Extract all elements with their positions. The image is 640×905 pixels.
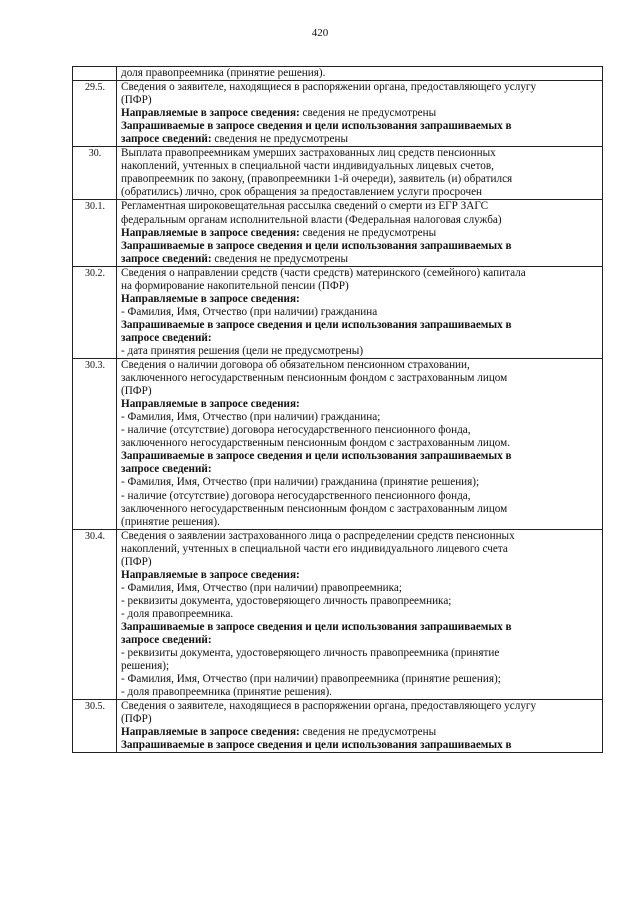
row-description <box>117 200 603 266</box>
table-row <box>73 67 603 81</box>
text-line: - Фамилия, Имя, Отчество (при наличии) правопреемника; <box>121 581 402 594</box>
text-line: - доля правопреемника (принятие решения). <box>121 686 332 699</box>
text-line: (ПФР) <box>121 555 152 568</box>
text-line: заключенного негосударственным пенсионным фондом с застрахованным лицом <box>121 372 508 385</box>
text-line: правопреемник по закону, (правопреемники 1-й очереди), заявитель (и) обратился <box>121 173 513 186</box>
text-line: (обратились) лично, срок обращения за предоставлением услуги просрочен <box>121 186 483 199</box>
bold-label: Направляемые в запросе сведения: <box>121 726 300 739</box>
line-text: сведения не предусмотрены <box>211 252 348 265</box>
text-line <box>121 227 599 240</box>
text-line: - Фамилия, Имя, Отчество (при наличии) гражданина; <box>121 411 381 424</box>
text-line: Сведения о заявителе, находящиеся в распоряжении органа, предоставляющего услугу <box>121 81 537 94</box>
text-line: запросе сведений: <box>121 331 212 344</box>
bold-label: запросе сведений: <box>121 133 212 146</box>
text-line: - наличие (отсутствие) договора негосударственного пенсионного фонда, <box>121 424 471 437</box>
table-row <box>73 147 603 200</box>
bold-label: Направляемые в запросе сведения: <box>121 107 300 120</box>
text-line: Направляемые в запросе сведения: <box>121 292 300 305</box>
line-text: сведения не предусмотрены <box>299 226 437 239</box>
table-row <box>73 81 603 147</box>
page-number: 420 <box>311 27 329 39</box>
text-line: федеральным органам исполнительной власти (Федеральная налоговая служба) <box>121 213 502 226</box>
text-line: Запрашиваемые в запросе сведения и цели использования запрашиваемых в <box>121 239 512 252</box>
text-line <box>121 107 599 120</box>
table-row <box>73 266 603 358</box>
text-line: заключенного негосударственным пенсионным фондом с застрахованным лицом. <box>121 437 511 450</box>
text-line: Выплата правопреемникам умерших застрахованных лиц средств пенсионных <box>121 147 496 160</box>
text-line: - Фамилия, Имя, Отчество (при наличии) гражданина <box>121 305 378 318</box>
text-line <box>121 253 599 266</box>
services-table <box>72 66 603 753</box>
text-line: заключенного негосударственным пенсионным фондом с застрахованным лицом <box>121 502 508 515</box>
text-line: Запрашиваемые в запросе сведения и цели использования запрашиваемых в <box>121 450 512 463</box>
text-line: Запрашиваемые в запросе сведения и цели использования запрашиваемых в <box>121 318 512 331</box>
text-line: Сведения о заявителе, находящиеся в распоряжении органа, предоставляющего услугу <box>121 700 537 713</box>
row-description <box>117 81 603 147</box>
text-line: решения); <box>121 660 170 673</box>
bold-label: Направляемые в запросе сведения: <box>121 226 300 239</box>
text-line: накоплений, учтенных в специальной части индивидуальных лицевых счетов, <box>121 160 494 173</box>
text-line: Регламентная широковещательная рассылка сведений о смерти из ЕГР ЗАГС <box>121 200 489 213</box>
row-number: 29.5. <box>73 81 117 147</box>
row-number: 30. <box>73 147 117 200</box>
text-line: (ПФР) <box>121 94 152 107</box>
text-line: запросе сведений: <box>121 463 212 476</box>
row-description <box>117 700 603 753</box>
table-row <box>73 529 603 700</box>
text-line: (ПФР) <box>121 385 152 398</box>
text-line: - Фамилия, Имя, Отчество (при наличии) правопреемника (принятие решения); <box>121 673 501 686</box>
bold-label: запросе сведений: <box>121 252 212 265</box>
text-line: - реквизиты документа, удостоверяющего личность правопреемника (принятие <box>121 647 500 660</box>
text-line: - дата принятия решения (цели не предусмотрены) <box>121 344 364 357</box>
row-description <box>117 359 603 530</box>
text-line: - Фамилия, Имя, Отчество (при наличии) гражданина (принятие решения); <box>121 476 480 489</box>
row-description <box>117 147 603 200</box>
line-text: сведения не предусмотрены <box>299 107 437 120</box>
row-number: 30.1. <box>73 200 117 266</box>
text-line: (принятие решения). <box>121 515 220 528</box>
row-number: 30.3. <box>73 359 117 530</box>
row-number <box>73 67 117 81</box>
table-row <box>73 359 603 530</box>
text-line: Сведения о направлении средств (части средств) материнского (семейного) капитала <box>121 266 526 279</box>
row-number: 30.4. <box>73 529 117 700</box>
text-line: запросе сведений: <box>121 634 212 647</box>
text-line: - доля правопреемника. <box>121 607 234 620</box>
row-number: 30.5. <box>73 700 117 753</box>
text-line: накоплений, учтенных в специальной части его индивидуального лицевого счета <box>121 542 508 555</box>
text-line: Направляемые в запросе сведения: <box>121 398 300 411</box>
row-number: 30.2. <box>73 266 117 358</box>
row-description <box>117 67 603 81</box>
text-line: Запрашиваемые в запросе сведения и цели использования запрашиваемых в <box>121 739 512 752</box>
text-line: Сведения о заявлении застрахованного лица о распределении средств пенсионных <box>121 529 515 542</box>
text-line <box>121 726 599 739</box>
row-description <box>117 529 603 700</box>
text-line: на формирование накопительной пенсии (ПФР) <box>121 279 349 292</box>
text-line: - наличие (отсутствие) договора негосударственного пенсионного фонда, <box>121 489 471 502</box>
text-line: - реквизиты документа, удостоверяющего личность правопреемника; <box>121 594 452 607</box>
text-line: доля правопреемника (принятие решения). <box>121 67 326 79</box>
row-description <box>117 266 603 358</box>
text-line: Сведения о наличии договора об обязательном пенсионном страховании, <box>121 359 470 372</box>
table-row <box>73 700 603 753</box>
table-row <box>73 200 603 266</box>
line-text: сведения не предусмотрены <box>211 133 348 146</box>
line-text: сведения не предусмотрены <box>299 726 437 739</box>
text-line <box>121 133 599 146</box>
text-line: (ПФР) <box>121 713 152 726</box>
text-line: Запрашиваемые в запросе сведения и цели использования запрашиваемых в <box>121 120 512 133</box>
text-line: Направляемые в запросе сведения: <box>121 568 300 581</box>
text-line: Запрашиваемые в запросе сведения и цели использования запрашиваемых в <box>121 620 512 633</box>
